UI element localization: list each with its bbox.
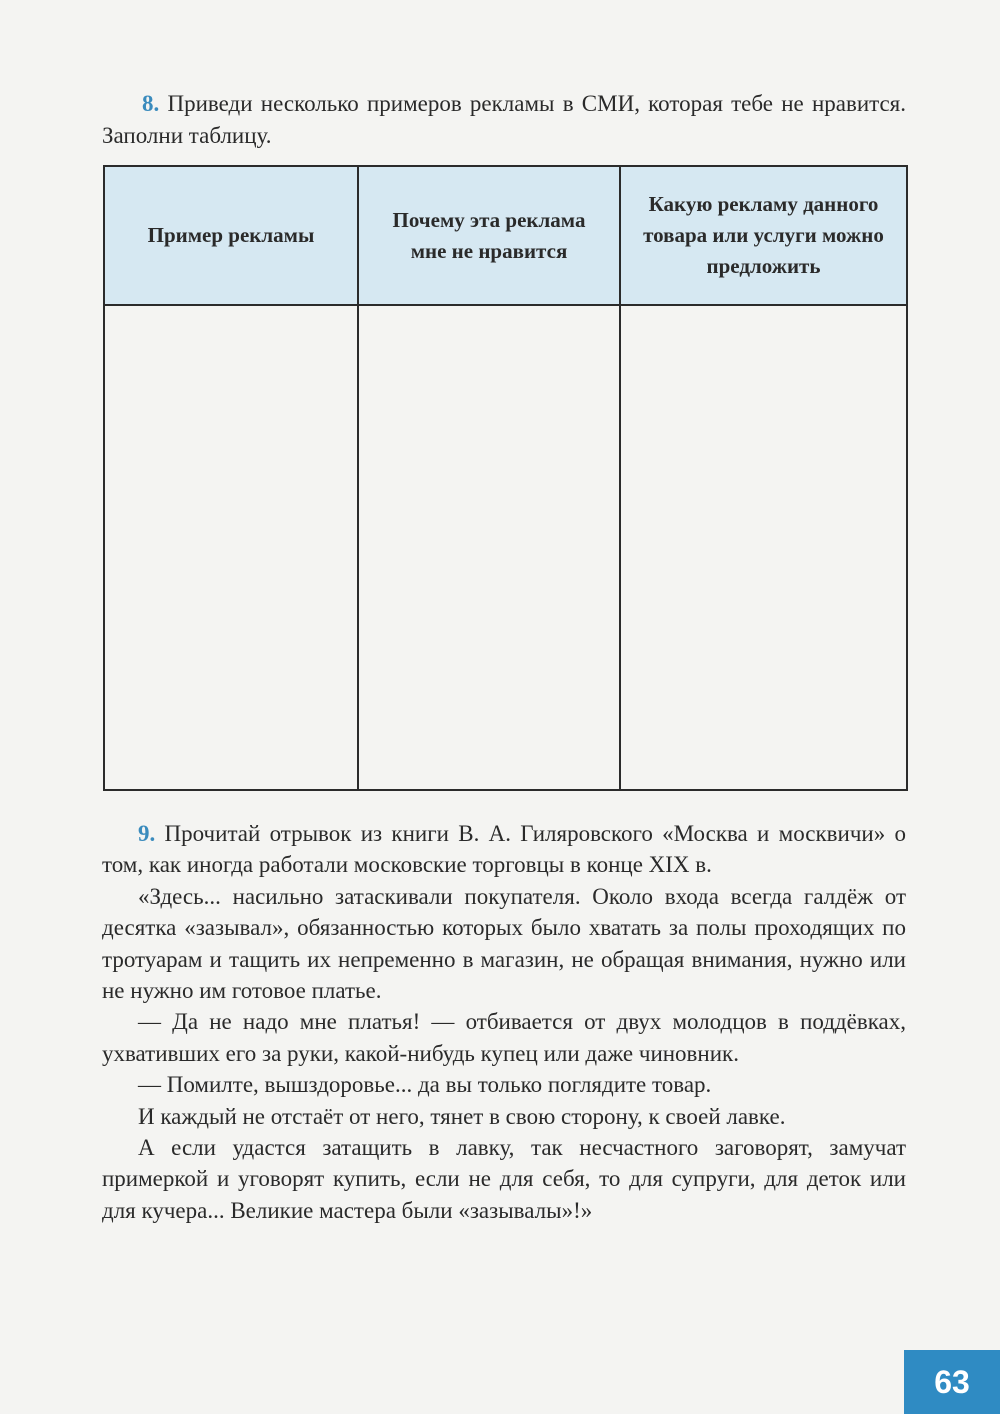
quote-paragraph: А если удастся затащить в лавку, так несчастного заговорят, замучат примеркой и уговорят купить, если не для себя, то для супруги, для деток или для кучера... Великие мастера были «зазывалы»!» bbox=[102, 1135, 906, 1223]
quote-paragraph: «Здесь... насильно затаскивали покупателя. Около входа всегда галдёж от десятка «зазывал», обязанностью которых было хватать за полы проходящих по тротуарам и тащить их непременно в магазин, не обращая внимания, нужно или не нужно им готовое платье. bbox=[102, 883, 906, 1004]
header-ad-example: Пример рекламы bbox=[104, 166, 358, 305]
quote-paragraph: — Помилте, вышздоровье... да вы только поглядите товар. bbox=[138, 1072, 712, 1098]
cell-why-dislike[interactable] bbox=[358, 305, 620, 790]
page-number-label: 63 bbox=[934, 1363, 970, 1400]
task-9-number: 9. bbox=[138, 821, 156, 846]
task-9 bbox=[102, 818, 906, 1226]
quote-paragraph: И каждый не отстаёт от него, тянет в свою сторону, к своей лавке. bbox=[138, 1103, 786, 1129]
header-alternative-ad: Какую рекламу данного товара или услуги можно предложить bbox=[620, 166, 907, 305]
task-8-number: 8. bbox=[142, 91, 160, 116]
cell-alternative-ad[interactable] bbox=[620, 305, 907, 790]
cell-ad-example[interactable] bbox=[104, 305, 358, 790]
task-8 bbox=[102, 88, 906, 152]
header-why-dislike: Почему эта реклама мне не нравится bbox=[358, 166, 620, 305]
page-number bbox=[904, 1350, 1000, 1414]
task-8-text: Приведи несколько примеров рекламы в СМИ, которая тебе не нравится. Заполни таблицу. bbox=[102, 91, 907, 148]
table-row bbox=[104, 305, 907, 790]
task-9-intro bbox=[102, 818, 906, 881]
task-9-intro-text: Прочитай отрывок из книги В. А. Гиляровского «Москва и москвичи» о том, как иногда работали московские торговцы в конце XIX в. bbox=[102, 821, 906, 878]
advertising-table bbox=[103, 165, 908, 791]
table-header-row bbox=[104, 166, 907, 305]
quote-paragraph: — Да не надо мне платья! — отбивается от двух молодцов в поддёвках, ухвативших его за руки, какой-нибудь купец или даже чиновник. bbox=[102, 1009, 906, 1066]
